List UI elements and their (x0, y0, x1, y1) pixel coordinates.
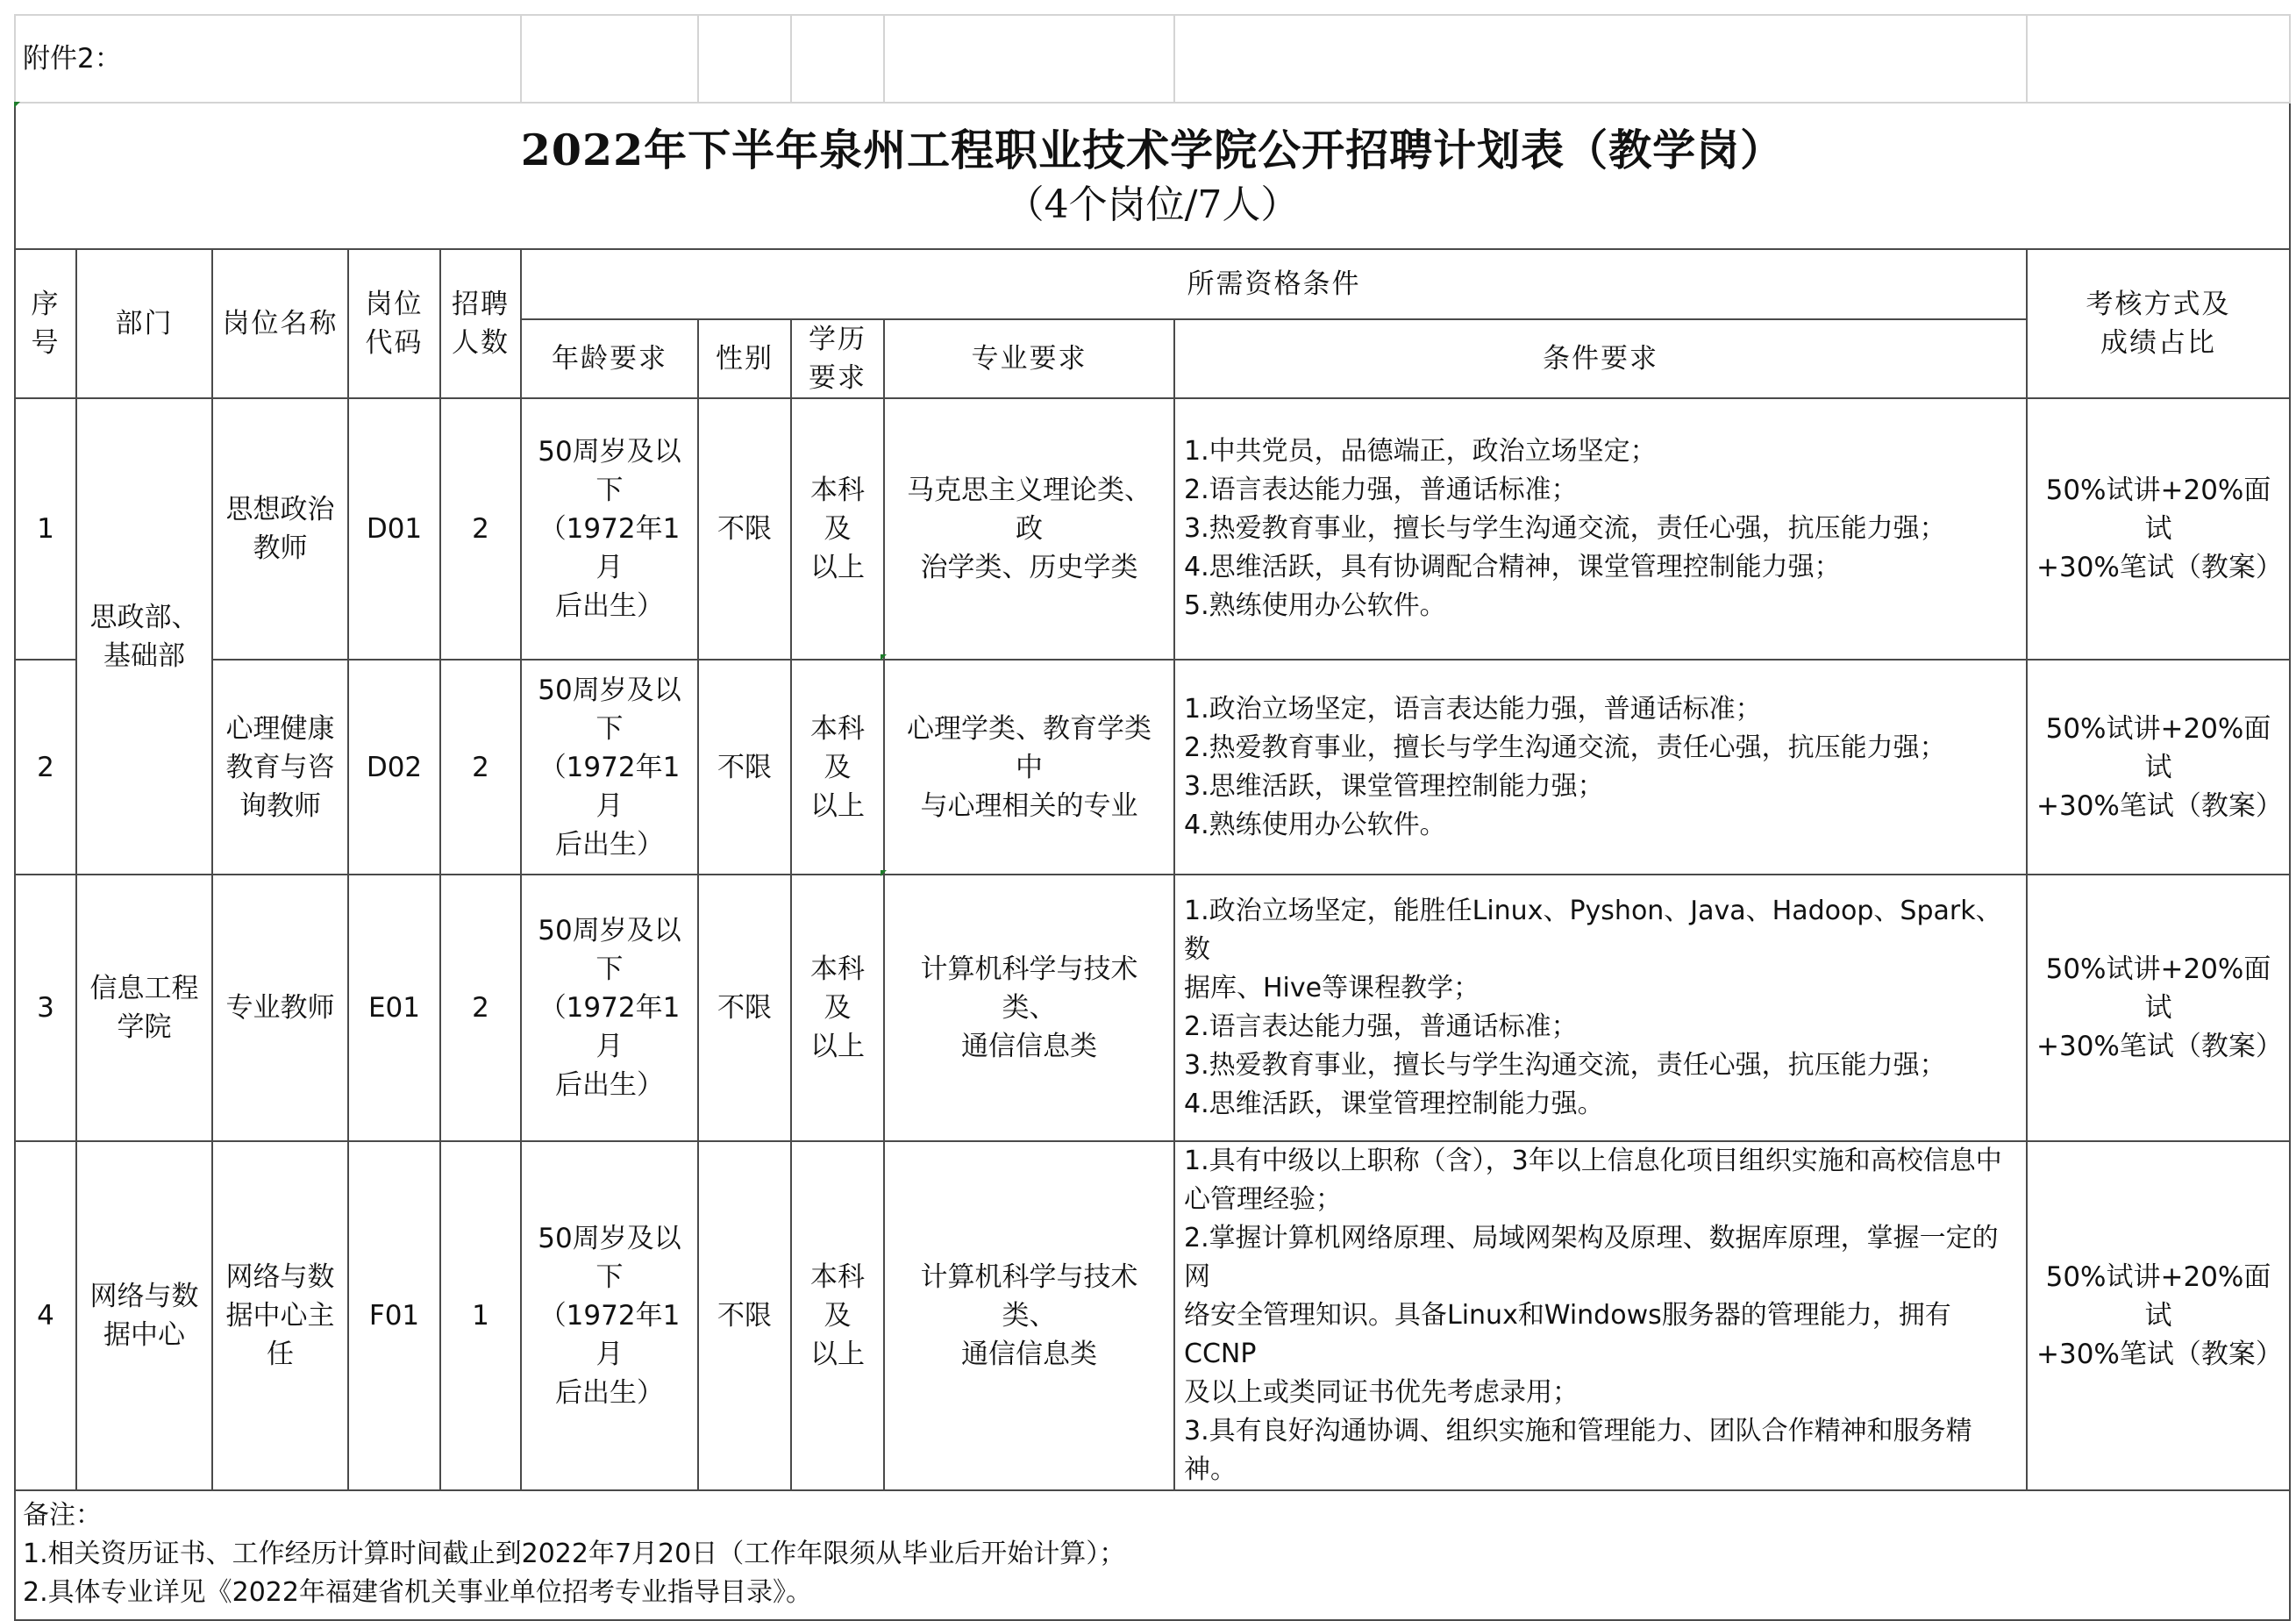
row-age: 50周岁及以下 （1972年1月 后出生） (521, 660, 698, 875)
page-subtitle: （4个岗位/7人） (1005, 182, 1300, 227)
header-code: 岗位 代码 (348, 249, 440, 398)
row-age: 50周岁及以下 （1972年1月 后出生） (521, 875, 698, 1141)
row-gender: 不限 (698, 398, 791, 660)
attachment-row (15, 15, 2290, 103)
row-count: 2 (440, 660, 521, 875)
row-assessment: 50%试讲+20%面试 +30%笔试（教案） (2027, 660, 2290, 875)
row-code: D02 (348, 660, 440, 875)
row-gender: 不限 (698, 1141, 791, 1490)
row-count: 2 (440, 398, 521, 660)
header-row-1 (15, 249, 2290, 319)
row-seq: 3 (15, 875, 76, 1141)
row-education: 本科及 以上 (791, 398, 884, 660)
row-position: 网络与数 据中心主 任 (212, 1141, 348, 1490)
cell-marker (881, 870, 887, 876)
header-assessment: 考核方式及 成绩占比 (2027, 249, 2290, 398)
table-row (15, 660, 2290, 875)
row-education: 本科及 以上 (791, 660, 884, 875)
row-assessment: 50%试讲+20%面试 +30%笔试（教案） (2027, 398, 2290, 660)
header-dept: 部门 (76, 249, 212, 398)
table-row (15, 875, 2290, 1141)
note-item: 2.具体专业详见《2022年福建省机关事业单位招考专业指导目录》。 (23, 1577, 812, 1608)
row-position: 专业教师 (212, 875, 348, 1141)
row-seq: 2 (15, 660, 76, 875)
row-major: 马克思主义理论类、政 治学类、历史学类 (884, 398, 1174, 660)
row-conditions: 1.具有中级以上职称（含），3年以上信息化项目组织实施和高校信息中 心管理经验； 2.掌握计算机网络原理、局域网架构及原理、数据库原理，掌握一定的网 络安全管理知识。具备Linux和Windows服务器的管理能力，拥有CCNP 及以上或类同证书优先考虑录用； 3.具有良好沟通协调、组织实施和管理能力、团队合作精神和服务精神。 (1174, 1141, 2027, 1490)
header-position: 岗位名称 (212, 249, 348, 398)
row-count: 2 (440, 875, 521, 1141)
cell-marker (14, 102, 20, 108)
title-row (15, 103, 2290, 249)
row-assessment: 50%试讲+20%面试 +30%笔试（教案） (2027, 1141, 2290, 1490)
row-education: 本科及 以上 (791, 1141, 884, 1490)
header-qualifications: 所需资格条件 (521, 249, 2027, 319)
header-gender: 性别 (698, 319, 791, 398)
row-code: D01 (348, 398, 440, 660)
title-cell (15, 103, 2290, 249)
header-major: 专业要求 (884, 319, 1174, 398)
table-row (15, 1141, 2290, 1490)
row-count: 1 (440, 1141, 521, 1490)
notes-row (15, 1490, 2290, 1620)
recruitment-plan-sheet (14, 14, 2289, 1608)
cell-marker (881, 654, 887, 661)
row-gender: 不限 (698, 875, 791, 1141)
header-seq: 序 号 (15, 249, 76, 398)
note-item: 1.相关资历证书、工作经历计算时间截止到2022年7月20日（工作年限须从毕业后开始计算）； (23, 1539, 1126, 1569)
row-major: 计算机科学与技术类、 通信信息类 (884, 875, 1174, 1141)
row-code: E01 (348, 875, 440, 1141)
recruitment-table (14, 14, 2291, 1621)
row-seq: 4 (15, 1141, 76, 1490)
header-age: 年龄要求 (521, 319, 698, 398)
row-position: 心理健康 教育与咨 询教师 (212, 660, 348, 875)
row-conditions: 1.中共党员，品德端正，政治立场坚定； 2.语言表达能力强，普通话标准； 3.热爱教育事业，擅长与学生沟通交流，责任心强，抗压能力强； 4.思维活跃，具有协调配合精神，课堂管理控制能力强； 5.熟练使用办公软件。 (1174, 398, 2027, 660)
row-age: 50周岁及以下 （1972年1月 后出生） (521, 1141, 698, 1490)
row-education: 本科及 以上 (791, 875, 884, 1141)
table-row (15, 398, 2290, 660)
row-gender: 不限 (698, 660, 791, 875)
header-count: 招聘 人数 (440, 249, 521, 398)
row-code: F01 (348, 1141, 440, 1490)
row-position: 思想政治 教师 (212, 398, 348, 660)
row-dept: 思政部、 基础部 (76, 398, 212, 875)
page-title: 2022年下半年泉州工程职业技术学院公开招聘计划表（教学岗） (520, 124, 1785, 175)
row-conditions: 1.政治立场坚定，语言表达能力强，普通话标准； 2.热爱教育事业，擅长与学生沟通交流，责任心强，抗压能力强； 3.思维活跃，课堂管理控制能力强； 4.熟练使用办公软件。 (1174, 660, 2027, 875)
row-conditions: 1.政治立场坚定，能胜任Linux、Pyshon、Java、Hadoop、Spark、数 据库、Hive等课程教学； 2.语言表达能力强，普通话标准； 3.热爱教育事业，擅长与学生沟通交流，责任心强，抗压能力强； 4.思维活跃，课堂管理控制能力强。 (1174, 875, 2027, 1141)
row-major: 心理学类、教育学类中 与心理相关的专业 (884, 660, 1174, 875)
row-major: 计算机科学与技术类、 通信信息类 (884, 1141, 1174, 1490)
row-assessment: 50%试讲+20%面试 +30%笔试（教案） (2027, 875, 2290, 1141)
row-dept: 网络与数 据中心 (76, 1141, 212, 1490)
row-age: 50周岁及以下 （1972年1月 后出生） (521, 398, 698, 660)
notes-heading: 备注： (23, 1500, 102, 1531)
notes-cell (15, 1490, 2290, 1620)
header-education: 学历 要求 (791, 319, 884, 398)
row-dept: 信息工程 学院 (76, 875, 212, 1141)
row-seq: 1 (15, 398, 76, 660)
header-conditions: 条件要求 (1174, 319, 2027, 398)
attachment-label: 附件2： (15, 15, 521, 103)
